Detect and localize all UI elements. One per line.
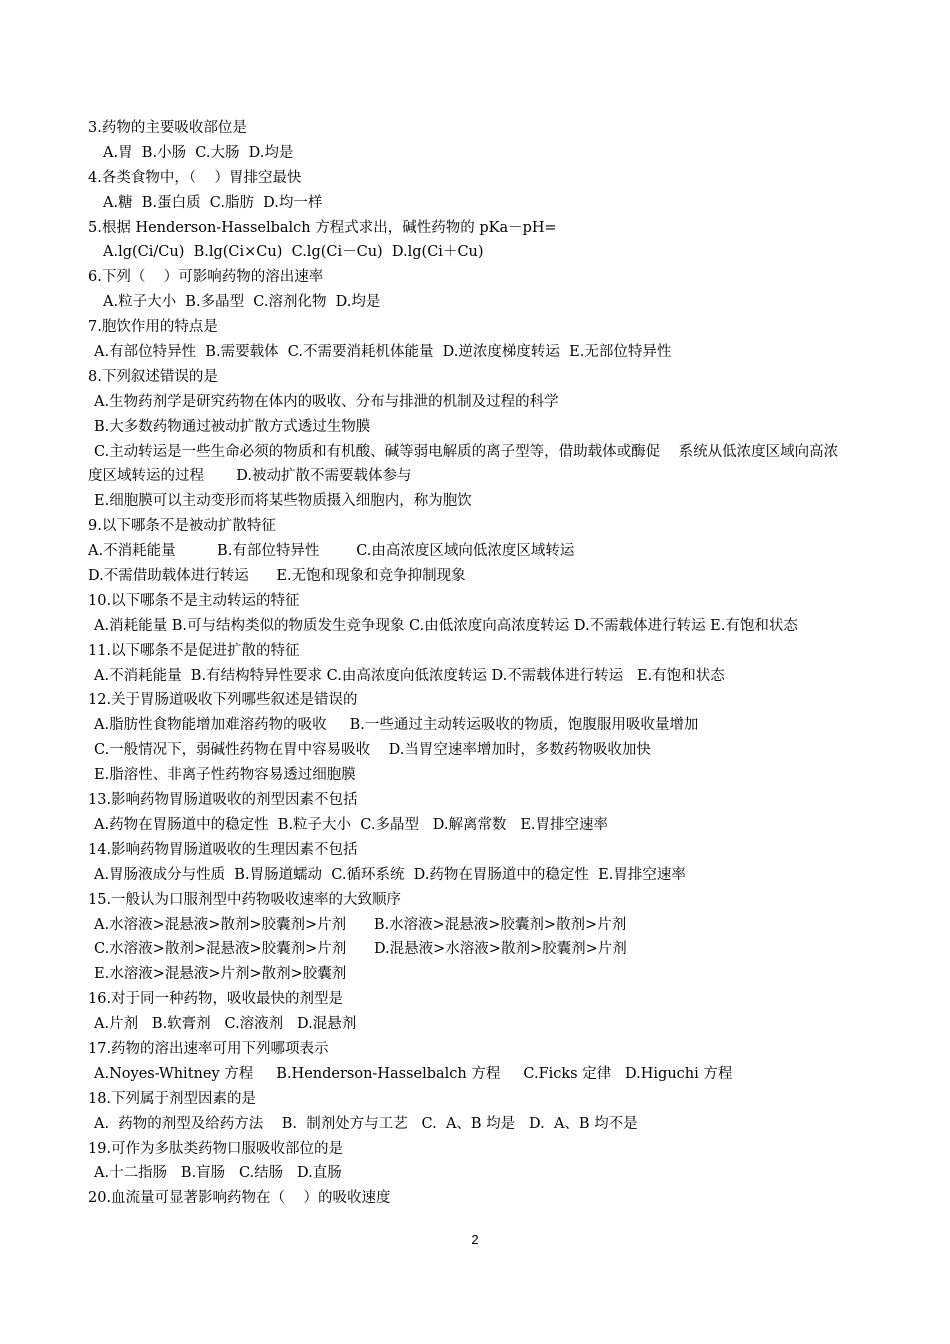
option-line: A.胃 B.小肠 C.大肠 D.均是 [103, 144, 294, 161]
option-line: D.不需借助载体进行转运 E.无饱和现象和竞争抑制现象 [88, 568, 466, 585]
option-line: A.十二指肠 B.盲肠 C.结肠 D.直肠 [94, 1165, 342, 1182]
question-line: 3.药物的主要吸收部位是 [88, 120, 247, 136]
question-line: 8.下列叙述错误的是 [88, 368, 218, 385]
option-line: A.不消耗能量 B.有部位特异性 C.由高浓度区域向低浓度区域转运 [88, 543, 575, 560]
option-line: E.脂溶性、非离子性药物容易透过细胞膜 [94, 767, 356, 784]
option-line: E.细胞膜可以主动变形而将某些物质摄入细胞内，称为胞饮 [94, 493, 472, 510]
page-number: 2 [471, 1232, 479, 1247]
question-line: 5.根据 Henderson-Hasselbalch 方程式求出，碱性药物的 pKa－pH= [88, 219, 557, 236]
option-line: A. 药物的剂型及给药方法 B. 制剂处方与工艺 C. A、B 均是 D. A、B 均不是 [94, 1115, 638, 1132]
question-line: 14.影响药物胃肠道吸收的生理因素不包括 [88, 841, 358, 858]
question-line: 19.可作为多肽类药物口服吸收部位的是 [88, 1140, 344, 1157]
question-line: 13.影响药物胃肠道吸收的剂型因素不包括 [88, 792, 358, 809]
question-line: 10.以下哪条不是主动转运的特征 [88, 592, 300, 609]
question-line: 20.血流量可显著影响药物在（ ）的吸收速度 [88, 1190, 391, 1207]
question-line: 7.胞饮作用的特点是 [88, 319, 218, 336]
option-line: A.Noyes-Whitney 方程 B.Henderson-Hasselbalch 方程 C.Ficks 定律 D.Higuchi 方程 [94, 1065, 733, 1082]
option-line: A.糖 B.蛋白质 C.脂肪 D.均一样 [103, 194, 323, 211]
option-line: A.药物在胃肠道中的稳定性 B.粒子大小 C.多晶型 D.解离常数 E.胃排空速率 [94, 816, 609, 833]
option-line: A.胃肠液成分与性质 B.胃肠道蠕动 C.循环系统 D.药物在胃肠道中的稳定性 E.胃排空速率 [94, 866, 686, 883]
question-line: 12.关于胃肠道吸收下列哪些叙述是错误的 [88, 692, 358, 709]
option-line: A.水溶液>混悬液>散剂>胶囊剂>片剂 B.水溶液>混悬液>胶囊剂>散剂>片剂 [94, 916, 627, 933]
option-line: A.不消耗能量 B.有结构特异性要求 C.由高浓度向低浓度转运 D.不需载体进行转运 E.有饱和状态 [94, 667, 725, 684]
option-line: A.生物药剂学是研究药物在体内的吸收、分布与排泄的机制及过程的科学 [94, 393, 559, 410]
question-line: 18.下列属于剂型因素的是 [88, 1090, 257, 1107]
question-line: 度区域转运的过程 D.被动扩散不需要载体参与 [88, 468, 412, 485]
question-line: 17.药物的溶出速率可用下列哪项表示 [88, 1040, 329, 1057]
option-line: A.片剂 B.软膏剂 C.溶液剂 D.混悬剂 [94, 1016, 357, 1033]
option-line: A.lg(Ci/Cu) B.lg(Ci×Cu) C.lg(Ci－Cu) D.lg(Ci＋Cu) [103, 244, 484, 261]
question-line: 9.以下哪条不是被动扩散特征 [88, 518, 276, 535]
question-line: 4.各类食物中，（ ）胃排空最快 [88, 169, 302, 186]
option-line: A.有部位特异性 B.需要载体 C.不需要消耗机体能量 D.逆浓度梯度转运 E.无部位特异性 [94, 344, 672, 361]
option-line: A.脂肪性食物能增加难溶药物的吸收 B.一些通过主动转运吸收的物质，饱腹服用吸收量增加 [94, 717, 699, 734]
question-line: 15.一般认为口服剂型中药物吸收速率的大致顺序 [88, 891, 402, 908]
option-line: C.一般情况下，弱碱性药物在胃中容易吸收 D.当胃空速率增加时，多数药物吸收加快 [94, 742, 651, 759]
option-line: E.水溶液>混悬液>片剂>散剂>胶囊剂 [94, 966, 347, 983]
option-line: B.大多数药物通过被动扩散方式透过生物膜 [94, 418, 371, 435]
question-list [0, 116, 950, 1211]
option-line: C.水溶液>散剂>混悬液>胶囊剂>片剂 D.混悬液>水溶液>散剂>胶囊剂>片剂 [94, 941, 627, 958]
option-line: A.粒子大小 B.多晶型 C.溶剂化物 D.均是 [103, 294, 381, 311]
option-line: C.主动转运是一些生命必须的物质和有机酸、碱等弱电解质的离子型等，借助载体或酶促 系统从低浓度区域向高浓 [94, 443, 839, 460]
question-line: 6.下列（ ）可影响药物的溶出速率 [88, 269, 324, 286]
question-line: 11.以下哪条不是促进扩散的特征 [88, 642, 300, 659]
question-line: 16.对于同一种药物，吸收最快的剂型是 [88, 991, 344, 1008]
option-line: A.消耗能量 B.可与结构类似的物质发生竞争现象 C.由低浓度向高浓度转运 D.不需载体进行转运 E.有饱和状态 [94, 617, 798, 634]
